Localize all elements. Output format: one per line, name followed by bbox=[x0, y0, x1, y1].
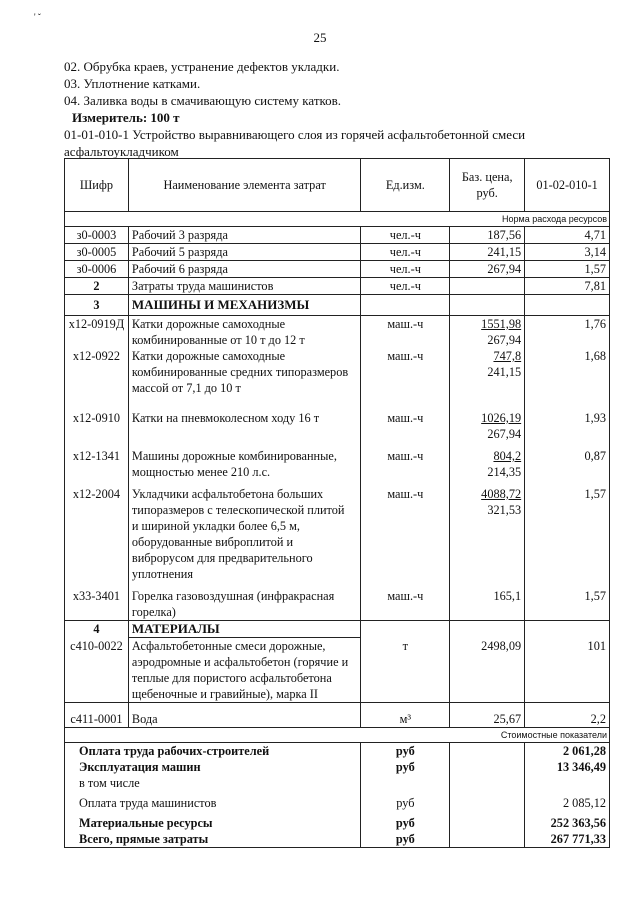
table-row bbox=[65, 410, 610, 442]
header-norm: 01-02-010-1 bbox=[525, 159, 610, 212]
price-line: 267,94 bbox=[487, 427, 522, 441]
row-unit: м³ bbox=[361, 703, 450, 728]
price-line: 4088,72 bbox=[481, 487, 522, 501]
row-unit: т bbox=[361, 638, 450, 703]
row-name bbox=[128, 316, 361, 349]
summary-value bbox=[525, 775, 610, 791]
header-unit: Ед.изм. bbox=[361, 159, 450, 212]
row-code: с411-0001 bbox=[65, 703, 129, 728]
table-row bbox=[65, 227, 610, 244]
row-value: 0,87 bbox=[525, 442, 610, 480]
row-price bbox=[450, 442, 525, 480]
summary-unit: руб bbox=[361, 791, 450, 811]
table-row bbox=[65, 480, 610, 582]
name-line: Катки дорожные самоходные bbox=[131, 349, 286, 363]
empty-cell bbox=[128, 396, 361, 410]
norm-caption: Норма расхода ресурсов bbox=[65, 212, 610, 227]
table-row bbox=[65, 638, 610, 703]
meter-label: Измеритель: 100 т bbox=[72, 110, 180, 125]
row-name: Рабочий 6 разряда bbox=[128, 261, 361, 278]
table-row bbox=[65, 348, 610, 396]
page-number: 25 bbox=[313, 30, 327, 45]
name-line: типоразмеров с телескопической плитой bbox=[131, 503, 345, 517]
price-line: 804,2 bbox=[493, 449, 522, 463]
name-line: виброрусом для предварительного уплотнения bbox=[131, 551, 313, 581]
name-line: массой от 7,1 до 10 т bbox=[131, 381, 241, 395]
row-name bbox=[128, 582, 361, 621]
norm-title-cont: асфальтоукладчиком bbox=[64, 144, 179, 159]
row-price bbox=[450, 348, 525, 396]
row-code: с410-0022 bbox=[65, 638, 129, 703]
price-line: 1551,98 bbox=[481, 317, 522, 331]
empty-cell bbox=[450, 295, 525, 316]
name-line: теплые для пористого асфальтобетона bbox=[131, 671, 332, 685]
row-name: Катки на пневмоколесном ходу 16 т bbox=[128, 410, 361, 442]
row-price: 187,56 bbox=[450, 227, 525, 244]
row-code: х12-1341 bbox=[65, 442, 129, 480]
norm-title: 01-01-010-1 Устройство выравнивающего слоя из горячей асфальтобетонной смеси bbox=[64, 127, 526, 142]
summary-label: Эксплуатация машин bbox=[65, 759, 361, 775]
name-line: комбинированные средних типоразмеров bbox=[131, 365, 349, 379]
summary-row bbox=[65, 743, 610, 760]
row-code: х12-0922 bbox=[65, 348, 129, 396]
name-line: горелка) bbox=[131, 605, 176, 619]
cost-caption: Стоимостные показатели bbox=[65, 728, 610, 743]
name-line: оборудованные виброплитой и bbox=[131, 535, 294, 549]
row-unit: маш.-ч bbox=[361, 410, 450, 442]
intro-block bbox=[64, 58, 624, 160]
scan-marks: ' ˇ bbox=[34, 12, 41, 22]
section-title: МАШИНЫ И МЕХАНИЗМЫ bbox=[128, 295, 361, 316]
empty-cell bbox=[450, 396, 525, 410]
row-value: 1,57 bbox=[525, 261, 610, 278]
summary-unit: руб bbox=[361, 831, 450, 848]
name-line: Горелка газовоздушная (инфракрасная bbox=[131, 589, 335, 603]
intro-step-02: 02. Обрубка краев, устранение дефектов укладки. bbox=[64, 59, 340, 74]
row-price: 267,94 bbox=[450, 261, 525, 278]
row-unit: маш.-ч bbox=[361, 480, 450, 582]
table-row bbox=[65, 278, 610, 295]
empty-cell bbox=[361, 396, 450, 410]
summary-label: Оплата труда рабочих-строителей bbox=[65, 743, 361, 760]
summary-unit: руб bbox=[361, 759, 450, 775]
row-value: 1,68 bbox=[525, 348, 610, 396]
header-code: Шифр bbox=[65, 159, 129, 212]
row-value: 7,81 bbox=[525, 278, 610, 295]
summary-value: 2 061,28 bbox=[525, 743, 610, 760]
row-code: 2 bbox=[65, 278, 129, 295]
summary-value: 252 363,56 bbox=[525, 811, 610, 831]
row-value: 4,71 bbox=[525, 227, 610, 244]
row-price: 2498,09 bbox=[450, 638, 525, 703]
row-unit: чел.-ч bbox=[361, 227, 450, 244]
row-price bbox=[450, 480, 525, 582]
empty-cell bbox=[450, 759, 525, 775]
summary-label: в том числе bbox=[65, 775, 361, 791]
section-row bbox=[65, 621, 610, 638]
row-value: 1,57 bbox=[525, 582, 610, 621]
row-name bbox=[128, 480, 361, 582]
name-line: мощностью менее 210 л.с. bbox=[131, 465, 271, 479]
table-row bbox=[65, 703, 610, 728]
name-line: щебеночные и гравийные), марка II bbox=[131, 687, 318, 701]
row-unit: маш.-ч bbox=[361, 316, 450, 349]
name-line: Катки дорожные самоходные bbox=[131, 317, 286, 331]
row-code: х12-2004 bbox=[65, 480, 129, 582]
row-price: 25,67 bbox=[450, 703, 525, 728]
table-row bbox=[65, 244, 610, 261]
row-name: Рабочий 3 разряда bbox=[128, 227, 361, 244]
table-row bbox=[65, 582, 610, 621]
row-code: з0-0006 bbox=[65, 261, 129, 278]
row-price bbox=[450, 278, 525, 295]
table-row bbox=[65, 442, 610, 480]
row-value: 2,2 bbox=[525, 703, 610, 728]
name-line: комбинированные от 10 т до 12 т bbox=[131, 333, 305, 347]
summary-row bbox=[65, 811, 610, 831]
row-unit: чел.-ч bbox=[361, 278, 450, 295]
row-name bbox=[128, 638, 361, 703]
name-line: Асфальтобетонные смеси дорожные, bbox=[131, 639, 326, 653]
row-code: х12-0910 bbox=[65, 410, 129, 442]
table-row bbox=[65, 316, 610, 349]
section-code: 3 bbox=[65, 295, 129, 316]
summary-label: Материальные ресурсы bbox=[65, 811, 361, 831]
price-line: 321,53 bbox=[487, 503, 522, 517]
row-name bbox=[128, 442, 361, 480]
summary-value: 2 085,12 bbox=[525, 791, 610, 811]
empty-cell bbox=[450, 811, 525, 831]
row-price bbox=[450, 410, 525, 442]
summary-row bbox=[65, 791, 610, 811]
summary-unit: руб bbox=[361, 743, 450, 760]
name-line: Машины дорожные комбинированные, bbox=[131, 449, 337, 463]
price-line: 241,15 bbox=[487, 365, 522, 379]
empty-cell bbox=[65, 396, 129, 410]
empty-cell bbox=[450, 791, 525, 811]
empty-cell bbox=[450, 743, 525, 760]
empty-cell bbox=[450, 775, 525, 791]
empty-cell bbox=[525, 295, 610, 316]
price-line: 1026,19 bbox=[481, 411, 522, 425]
row-unit: маш.-ч bbox=[361, 582, 450, 621]
row-price: 165,1 bbox=[450, 582, 525, 621]
table-header-row bbox=[65, 159, 610, 212]
norm-caption-row bbox=[65, 212, 610, 227]
name-line: Укладчики асфальтобетона больших bbox=[131, 487, 324, 501]
empty-cell bbox=[525, 621, 610, 638]
row-code: х12-0919Д bbox=[65, 316, 129, 349]
header-name: Наименование элемента затрат bbox=[128, 159, 361, 212]
intro-step-04: 04. Заливка воды в смачивающую систему катков. bbox=[64, 93, 342, 108]
row-unit: чел.-ч bbox=[361, 244, 450, 261]
row-value: 1,93 bbox=[525, 410, 610, 442]
price-line: 267,94 bbox=[487, 333, 522, 347]
row-value: 101 bbox=[525, 638, 610, 703]
empty-cell bbox=[361, 295, 450, 316]
summary-row bbox=[65, 759, 610, 775]
section-code: 4 bbox=[65, 621, 129, 638]
section-row bbox=[65, 295, 610, 316]
row-value: 1,76 bbox=[525, 316, 610, 349]
row-unit: маш.-ч bbox=[361, 348, 450, 396]
row-name: Вода bbox=[128, 703, 361, 728]
row-code: з0-0003 bbox=[65, 227, 129, 244]
row-price bbox=[450, 316, 525, 349]
summary-value: 13 346,49 bbox=[525, 759, 610, 775]
summary-value: 267 771,33 bbox=[525, 831, 610, 848]
summary-label: Всего, прямые затраты bbox=[65, 831, 361, 848]
empty-cell bbox=[450, 831, 525, 848]
name-line: и шириной укладки более 6,5 м, bbox=[131, 519, 300, 533]
row-price: 241,15 bbox=[450, 244, 525, 261]
row-name bbox=[128, 348, 361, 396]
summary-unit bbox=[361, 775, 450, 791]
empty-cell bbox=[525, 396, 610, 410]
row-name: Затраты труда машинистов bbox=[128, 278, 361, 295]
empty-cell bbox=[361, 621, 450, 638]
price-line: 214,35 bbox=[487, 465, 522, 479]
row-value: 3,14 bbox=[525, 244, 610, 261]
price-line: 747,8 bbox=[493, 349, 522, 363]
row-value: 1,57 bbox=[525, 480, 610, 582]
spacer-row bbox=[65, 396, 610, 410]
summary-row bbox=[65, 831, 610, 848]
row-unit: маш.-ч bbox=[361, 442, 450, 480]
section-title: МАТЕРИАЛЫ bbox=[128, 621, 361, 638]
row-unit: чел.-ч bbox=[361, 261, 450, 278]
row-name: Рабочий 5 разряда bbox=[128, 244, 361, 261]
summary-row bbox=[65, 775, 610, 791]
intro-step-03: 03. Уплотнение катками. bbox=[64, 76, 201, 91]
name-line: аэродромные и асфальтобетон (горячие и bbox=[131, 655, 349, 669]
row-code: х33-3401 bbox=[65, 582, 129, 621]
empty-cell bbox=[450, 621, 525, 638]
row-code: з0-0005 bbox=[65, 244, 129, 261]
summary-label: Оплата труда машинистов bbox=[65, 791, 361, 811]
resource-table bbox=[64, 158, 610, 848]
header-price: Баз. цена, руб. bbox=[450, 159, 525, 212]
cost-caption-row bbox=[65, 728, 610, 743]
table-row bbox=[65, 261, 610, 278]
summary-unit: руб bbox=[361, 811, 450, 831]
